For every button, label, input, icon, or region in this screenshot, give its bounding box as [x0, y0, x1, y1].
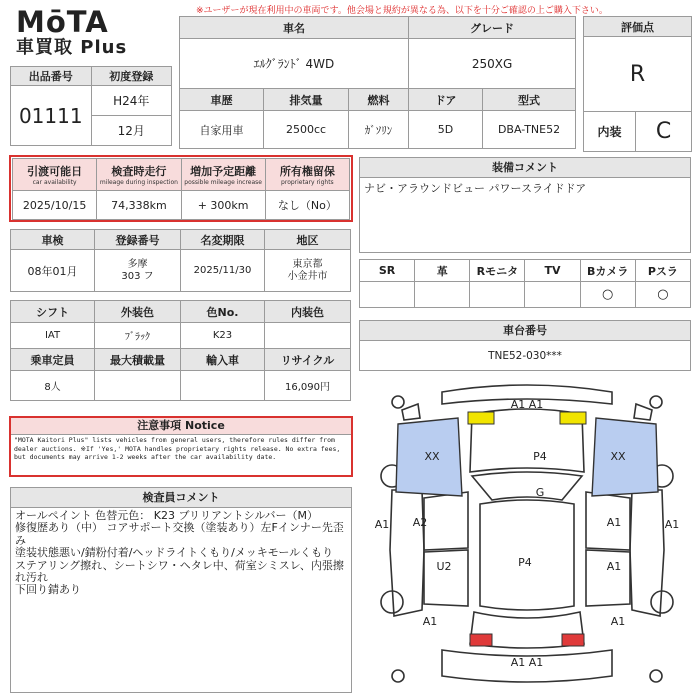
label-floor: P4	[518, 556, 532, 569]
option-b-camera: Bカメラ	[580, 260, 635, 282]
import-label: 輸入車	[181, 349, 265, 371]
car-name-value: ｴﾙｸﾞﾗﾝﾄﾞ 4WD	[180, 39, 409, 89]
interior-label: 内装	[584, 112, 636, 152]
mileage-label-text: 検査時走行	[111, 165, 167, 178]
left-side-outline	[390, 490, 424, 616]
label-cowl: G	[535, 486, 545, 499]
label-right-front: XX	[610, 450, 626, 463]
door-value: 5D	[409, 111, 483, 149]
color-value: ﾌﾞﾗｯｸ	[95, 323, 181, 349]
logo-mota-text: MōTA	[16, 5, 109, 39]
displacement-label: 排気量	[264, 89, 349, 111]
rating-table	[583, 16, 692, 152]
inspector-comment	[11, 508, 351, 599]
inspector-label: 検査員コメント	[11, 488, 351, 508]
increase-label-text: 増加予定距離	[190, 165, 257, 178]
label-right-side: A1	[664, 518, 680, 531]
notice-label: 注意事項 Notice	[11, 418, 351, 435]
first-reg-month: 12月	[91, 116, 172, 146]
first-reg-year: H24年	[91, 86, 172, 116]
seats-label: 乗車定員	[11, 349, 95, 371]
chassis-panel	[359, 320, 691, 371]
option-sr-mark	[360, 282, 415, 308]
label-right-rear-door: A1	[606, 560, 622, 573]
color-label: 外装色	[95, 301, 181, 323]
option-tv: TV	[525, 260, 580, 282]
rear-right-lamp-marker	[562, 634, 584, 646]
load-label: 最大積載量	[95, 349, 181, 371]
rights-label-sub: proprietary rights	[281, 179, 334, 186]
shaken-value: 08年01月	[11, 250, 95, 292]
logo-subtitle: 車買取 Plus	[16, 37, 128, 58]
color-no-value: K23	[181, 323, 265, 349]
car-name-label: 車名	[180, 17, 409, 39]
listing-no-label: 出品番号	[11, 67, 92, 86]
rating-value: R	[584, 37, 692, 112]
inspector-line: ステアリング擦れ、シートシワ・ヘタレ中、荷室シミスレ、内張擦れ汚れ	[15, 558, 344, 585]
rating-label: 評価点	[584, 17, 692, 37]
load-value	[95, 371, 181, 401]
availability-label	[13, 159, 97, 191]
option-p-slide: Pスラ	[635, 260, 690, 282]
recycle-label: リサイクル	[265, 349, 351, 371]
right-rear-door-outline	[586, 550, 630, 606]
equipment-text: ナビ・アラウンドビュー パワースライドドア	[364, 182, 587, 195]
left-bottom-wheel	[392, 670, 404, 682]
left-mirror-outline	[402, 404, 420, 420]
label-roof: P4	[533, 450, 547, 463]
availability-table	[12, 158, 350, 220]
fuel-value: ｶﾞｿﾘﾝ	[349, 111, 409, 149]
first-reg-label: 初度登録	[91, 67, 172, 86]
rear-left-lamp-marker	[470, 634, 492, 646]
interior-color-label: 内装色	[265, 301, 351, 323]
right-bottom-wheel	[650, 670, 662, 682]
import-value	[181, 371, 265, 401]
interior-value: C	[636, 112, 692, 152]
model-value: DBA-TNE52	[483, 111, 576, 149]
rights-value: なし（No）	[265, 191, 349, 220]
model-label: 型式	[483, 89, 576, 111]
availability-value: 2025/10/15	[13, 191, 97, 220]
label-right-rear-fender: A1	[610, 615, 626, 628]
deadline-value: 2025/11/30	[181, 250, 265, 292]
option-leather: 革	[415, 260, 470, 282]
front-left-lamp-marker	[468, 412, 494, 424]
label-bottom-rear: A1 A1	[510, 656, 544, 669]
label-left-front: XX	[424, 450, 440, 463]
registration-table	[10, 229, 351, 292]
label-left-side: A1	[374, 518, 390, 531]
chassis-label: 車台番号	[360, 321, 690, 341]
option-leather-mark	[415, 282, 470, 308]
notice-panel	[9, 416, 353, 477]
mileage-label-sub: mileage during inspection	[99, 179, 178, 186]
mota-logo	[16, 6, 166, 66]
option-tv-mark	[525, 282, 580, 308]
color-no-label: 色No.	[181, 301, 265, 323]
increase-label	[181, 159, 265, 191]
interior-color-value	[265, 323, 351, 349]
availability-label-text: 引渡可能日	[27, 165, 83, 178]
left-rear-door-outline	[424, 550, 468, 606]
shift-label: シフト	[11, 301, 95, 323]
grade-label: グレード	[409, 17, 576, 39]
door-label: ドア	[409, 89, 483, 111]
plate-value	[95, 250, 181, 292]
vehicle-table	[179, 16, 576, 149]
increase-value: + 300km	[181, 191, 265, 220]
inspector-line: 塗装状態悪い/錆粉付着/ヘッドライトくもり/メッキモールくもり	[15, 546, 334, 560]
option-sr: SR	[360, 260, 415, 282]
equipment-panel	[359, 157, 691, 253]
rights-label	[265, 159, 349, 191]
availability-label-sub: car availability	[32, 179, 77, 186]
top-warning: ※ユーザーが現在利用中の車両です。他会場と規約が異なる為、以下を十分ご確認の上ご購入下さい。	[196, 6, 608, 16]
history-value: 自家用車	[180, 111, 264, 149]
listing-table	[10, 66, 172, 146]
specs-table	[10, 300, 351, 401]
recycle-value: 16,090円	[265, 371, 351, 401]
label-left-front-door: A2	[412, 516, 428, 529]
shift-value: IAT	[11, 323, 95, 349]
left-top-wheel	[392, 396, 404, 408]
plate-label: 登録番号	[95, 230, 181, 250]
option-r-monitor: Rモニタ	[470, 260, 525, 282]
equipment-label: 装備コメント	[360, 158, 690, 178]
deadline-label: 名変期限	[181, 230, 265, 250]
increase-label-sub: possible mileage increase	[184, 179, 262, 186]
area-pref: 東京都	[292, 258, 323, 270]
area-label: 地区	[265, 230, 351, 250]
inspector-line: オールペイント 色替元色： K23 ブリリアントシルバー（M）	[15, 509, 319, 522]
options-table	[359, 259, 691, 308]
right-side-outline	[630, 490, 664, 616]
rights-label-text: 所有権留保	[279, 165, 335, 178]
inspector-line: 修復歴あり（中） コアサポート交換（塗装あり）左Fインナー先歪み	[15, 521, 344, 547]
displacement-value: 2500cc	[264, 111, 349, 149]
inspector-line: 下回り錆あり	[15, 583, 81, 597]
history-label: 車歴	[180, 89, 264, 111]
fuel-label: 燃料	[349, 89, 409, 111]
grade-value: 250XG	[409, 39, 576, 89]
front-right-lamp-marker	[560, 412, 586, 424]
label-left-rear-fender: A1	[422, 615, 438, 628]
mileage-value: 74,338km	[97, 191, 181, 220]
option-b-camera-mark: ○	[580, 282, 635, 308]
area-city: 小金井市	[287, 270, 328, 282]
shaken-label: 車検	[11, 230, 95, 250]
left-front-door-outline	[424, 492, 468, 550]
mileage-label	[97, 159, 181, 191]
right-top-wheel	[650, 396, 662, 408]
roof-outline	[472, 472, 582, 500]
listing-no-value: 01111	[11, 86, 92, 146]
label-right-front-door: A1	[606, 516, 622, 529]
label-left-rear-door: U2	[436, 560, 452, 573]
plate-number: 303 フ	[121, 270, 154, 282]
notice-text: "MOTA Kaitori Plus" lists vehicles from general users, therefore rules differ from dealer auctions. ※If 'Yes,' MOTA handles proprietary rights release. No extra fees, but documents may arrive 1-2 weeks after the car availability date.	[14, 436, 341, 462]
inspector-panel	[10, 487, 352, 693]
option-r-monitor-mark	[470, 282, 525, 308]
plate-area: 多摩	[127, 258, 148, 270]
seats-value: 8人	[11, 371, 95, 401]
car-damage-diagram	[362, 380, 692, 696]
option-p-slide-mark: ○	[635, 282, 690, 308]
label-top-front: A1 A1	[510, 398, 544, 411]
right-mirror-outline	[634, 404, 652, 420]
body-center-outline	[480, 500, 574, 610]
chassis-value: TNE52-030***	[488, 350, 562, 362]
area-value	[265, 250, 351, 292]
